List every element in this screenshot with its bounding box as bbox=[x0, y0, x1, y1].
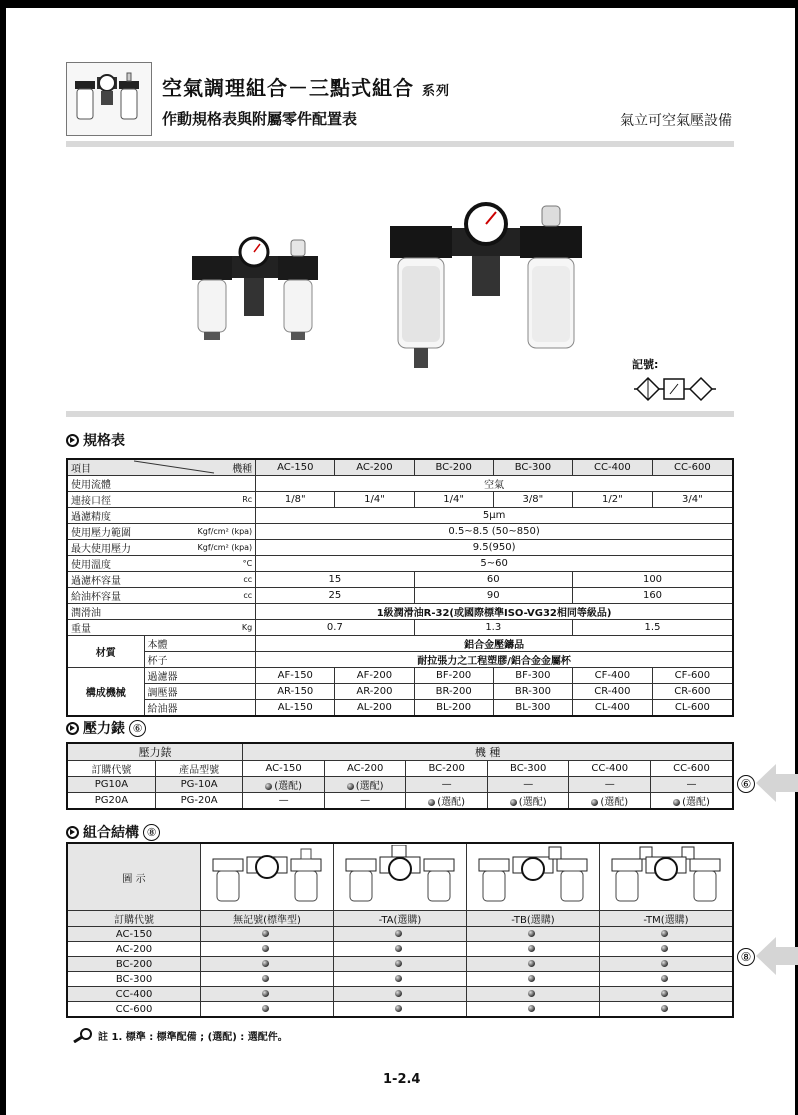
cell-value: CL-400 bbox=[573, 700, 653, 717]
cell-value: 100 bbox=[573, 572, 734, 588]
table-cell: PG10A bbox=[67, 777, 155, 793]
col-header: -TA(選購) bbox=[333, 911, 466, 927]
combo-figure bbox=[333, 843, 466, 911]
product-photo-small bbox=[188, 232, 338, 356]
row-label: 連接口徑 bbox=[67, 492, 144, 508]
cell-value: CF-600 bbox=[652, 668, 733, 684]
bullet-icon bbox=[201, 942, 334, 957]
cell-value: BF-200 bbox=[414, 668, 493, 684]
bullet-icon bbox=[201, 972, 334, 987]
row-label: AC-200 bbox=[67, 942, 201, 957]
bullet-icon bbox=[599, 972, 733, 987]
row-label: 給油器 bbox=[144, 700, 256, 717]
bullet-icon bbox=[466, 1002, 599, 1018]
col-header: -TM(選購) bbox=[599, 911, 733, 927]
cell-value: AR-150 bbox=[256, 684, 335, 700]
col-header: 無記號(標準型) bbox=[201, 911, 334, 927]
divider bbox=[66, 141, 734, 147]
spec-head-model: 機種 bbox=[144, 459, 256, 476]
row-unit: Rc bbox=[144, 492, 256, 508]
footnote: 註 1. 標準 : 標準配備 ; (選配) : 選配件。 bbox=[72, 1027, 288, 1043]
bullet-icon bbox=[466, 942, 599, 957]
cell-value: 60 bbox=[414, 572, 572, 588]
cell-value: 1.5 bbox=[573, 620, 734, 636]
table-cell: — bbox=[243, 793, 325, 810]
bullet-icon bbox=[333, 1002, 466, 1018]
cell-value: 9.5(950) bbox=[256, 540, 733, 556]
row-label: 最大使用壓力 bbox=[67, 540, 144, 556]
table-cell: PG20A bbox=[67, 793, 155, 810]
pneumatic-symbol-icon bbox=[634, 376, 716, 406]
cell-value: 1/2" bbox=[573, 492, 653, 508]
spec-model: BC-300 bbox=[493, 459, 572, 476]
cell-value: BL-200 bbox=[414, 700, 493, 717]
symbol-label: 記號: bbox=[632, 358, 659, 371]
page-subtitle: 作動規格表與附屬零件配置表 bbox=[162, 110, 358, 128]
cell-value: AL-200 bbox=[335, 700, 414, 717]
cell-value: BR-300 bbox=[493, 684, 572, 700]
row-unit: cc bbox=[144, 572, 256, 588]
cell-value: 1.3 bbox=[414, 620, 572, 636]
cell-value: 5~60 bbox=[256, 556, 733, 572]
table-cell: — bbox=[406, 777, 488, 793]
row-label: 潤滑油 bbox=[67, 604, 256, 620]
row-label: BC-200 bbox=[67, 957, 201, 972]
row-unit: Kg bbox=[144, 620, 256, 636]
col-header: 圖 示 bbox=[67, 843, 201, 911]
table-cell: (選配) bbox=[569, 793, 651, 810]
bullet-icon bbox=[599, 1002, 733, 1018]
bullet-icon bbox=[599, 942, 733, 957]
row-group-label: 材質 bbox=[67, 636, 144, 668]
magnifier-icon bbox=[72, 1027, 94, 1043]
col-header: AC-200 bbox=[324, 761, 406, 777]
bullet-icon bbox=[466, 927, 599, 942]
col-header: BC-200 bbox=[406, 761, 488, 777]
row-unit: °C bbox=[144, 556, 256, 572]
cell-value: 0.5~8.5 (50~850) bbox=[256, 524, 733, 540]
bullet-icon bbox=[333, 927, 466, 942]
col-header: 訂購代號 bbox=[67, 911, 201, 927]
cell-value: AL-150 bbox=[256, 700, 335, 717]
side-ref-gauge: ⑥ bbox=[737, 775, 755, 793]
gauge-table bbox=[66, 742, 734, 810]
col-header: BC-300 bbox=[487, 761, 569, 777]
combo-figure bbox=[201, 843, 334, 911]
top-border bbox=[0, 0, 798, 8]
section-spec-title: 規格表 bbox=[66, 430, 125, 450]
bullet-icon bbox=[201, 927, 334, 942]
cell-value: 90 bbox=[414, 588, 572, 604]
arrow-left-icon bbox=[756, 764, 798, 802]
combo-figure bbox=[599, 843, 733, 911]
row-label: 過濾器 bbox=[144, 668, 256, 684]
row-label: 調壓器 bbox=[144, 684, 256, 700]
col-header: CC-400 bbox=[569, 761, 651, 777]
table-cell: (選配) bbox=[487, 793, 569, 810]
cell-value: 1/4" bbox=[414, 492, 493, 508]
row-unit: Kgf/cm² (kpa) bbox=[144, 524, 256, 540]
row-label: 過濾精度 bbox=[67, 508, 256, 524]
table-cell: PG-20A bbox=[155, 793, 242, 810]
cell-value: 鋁合金壓鑄品 bbox=[256, 636, 733, 652]
bullet-icon bbox=[466, 972, 599, 987]
gauge-head: 機 種 bbox=[243, 743, 733, 761]
side-ref-combo: ⑧ bbox=[737, 948, 755, 966]
section-gauge-title: 壓力錶 ⑥ bbox=[66, 718, 146, 738]
page-number: 1-2.4 bbox=[383, 1072, 421, 1087]
bullet-icon bbox=[599, 927, 733, 942]
row-label: 使用壓力範圍 bbox=[67, 524, 144, 540]
cell-value: CR-600 bbox=[652, 684, 733, 700]
row-label: 過濾杯容量 bbox=[67, 572, 144, 588]
col-header: CC-600 bbox=[651, 761, 734, 777]
cell-value: 5μm bbox=[256, 508, 733, 524]
row-label: 杯子 bbox=[144, 652, 256, 668]
row-unit: Kgf/cm² (kpa) bbox=[144, 540, 256, 556]
cell-value: AR-200 bbox=[335, 684, 414, 700]
bullet-icon bbox=[599, 957, 733, 972]
table-cell: — bbox=[651, 777, 734, 793]
brand-name: 氣立可空氣壓設備 bbox=[620, 113, 732, 129]
spec-head-item: 項目 bbox=[67, 459, 144, 476]
product-photo-large bbox=[388, 202, 588, 378]
cell-value: 25 bbox=[256, 588, 414, 604]
title-series: 系列 bbox=[422, 84, 451, 99]
row-label: 本體 bbox=[144, 636, 256, 652]
divider bbox=[66, 411, 734, 417]
cell-value: BR-200 bbox=[414, 684, 493, 700]
row-label: 使用流體 bbox=[67, 476, 256, 492]
bullet-icon bbox=[333, 942, 466, 957]
row-label: 使用溫度 bbox=[67, 556, 144, 572]
bullet-icon bbox=[466, 987, 599, 1002]
cell-value: AF-150 bbox=[256, 668, 335, 684]
bullet-icon bbox=[201, 1002, 334, 1018]
spec-model: BC-200 bbox=[414, 459, 493, 476]
spec-model: CC-600 bbox=[652, 459, 733, 476]
col-header: 訂購代號 bbox=[67, 761, 155, 777]
table-cell: (選配) bbox=[406, 793, 488, 810]
cell-value: 3/8" bbox=[493, 492, 572, 508]
table-cell: (選配) bbox=[324, 777, 406, 793]
row-group-label: 構成機械 bbox=[67, 668, 144, 717]
cell-value: 1級潤滑油R-32(或國際標準ISO-VG32相同等級品) bbox=[256, 604, 733, 620]
cell-value: 0.7 bbox=[256, 620, 414, 636]
row-label: AC-150 bbox=[67, 927, 201, 942]
row-label: 給油杯容量 bbox=[67, 588, 144, 604]
table-cell: (選配) bbox=[243, 777, 325, 793]
section-combo-title: 組合結構 ⑧ bbox=[66, 822, 160, 842]
row-unit: cc bbox=[144, 588, 256, 604]
bullet-icon bbox=[333, 987, 466, 1002]
bullet-icon bbox=[599, 987, 733, 1002]
page-title: 空氣調理組合－三點式組合 系列 bbox=[162, 76, 451, 100]
bullet-icon bbox=[333, 972, 466, 987]
table-cell: — bbox=[487, 777, 569, 793]
bullet-icon bbox=[466, 957, 599, 972]
table-cell: PG-10A bbox=[155, 777, 242, 793]
cell-value: CF-400 bbox=[573, 668, 653, 684]
spec-model: CC-400 bbox=[573, 459, 653, 476]
row-label: BC-300 bbox=[67, 972, 201, 987]
col-header: 產品型號 bbox=[155, 761, 242, 777]
spec-model: AC-150 bbox=[256, 459, 335, 476]
cell-value: 160 bbox=[573, 588, 734, 604]
row-label: CC-600 bbox=[67, 1002, 201, 1018]
cell-value: CL-600 bbox=[652, 700, 733, 717]
cell-value: BL-300 bbox=[493, 700, 572, 717]
bullet-icon bbox=[201, 987, 334, 1002]
combo-table bbox=[66, 842, 734, 1018]
cell-value: 耐拉張力之工程塑膠/鋁合金金屬杯 bbox=[256, 652, 733, 668]
arrow-left-icon bbox=[756, 937, 798, 975]
spec-table bbox=[66, 458, 734, 717]
gauge-head: 壓力錶 bbox=[67, 743, 243, 761]
row-label: 重量 bbox=[67, 620, 144, 636]
table-cell: — bbox=[569, 777, 651, 793]
header-product-logo bbox=[66, 62, 152, 136]
cell-value: 3/4" bbox=[652, 492, 733, 508]
col-header: -TB(選購) bbox=[466, 911, 599, 927]
cell-value: BF-300 bbox=[493, 668, 572, 684]
cell-value: 空氣 bbox=[256, 476, 733, 492]
cell-value: 15 bbox=[256, 572, 414, 588]
col-header: AC-150 bbox=[243, 761, 325, 777]
table-cell: — bbox=[324, 793, 406, 810]
spec-model: AC-200 bbox=[335, 459, 414, 476]
combo-figure bbox=[466, 843, 599, 911]
table-cell: (選配) bbox=[651, 793, 734, 810]
row-label: CC-400 bbox=[67, 987, 201, 1002]
cell-value: 1/8" bbox=[256, 492, 335, 508]
cell-value: 1/4" bbox=[335, 492, 414, 508]
cell-value: AF-200 bbox=[335, 668, 414, 684]
left-border bbox=[0, 0, 6, 1115]
bullet-icon bbox=[333, 957, 466, 972]
bullet-icon bbox=[201, 957, 334, 972]
cell-value: CR-400 bbox=[573, 684, 653, 700]
